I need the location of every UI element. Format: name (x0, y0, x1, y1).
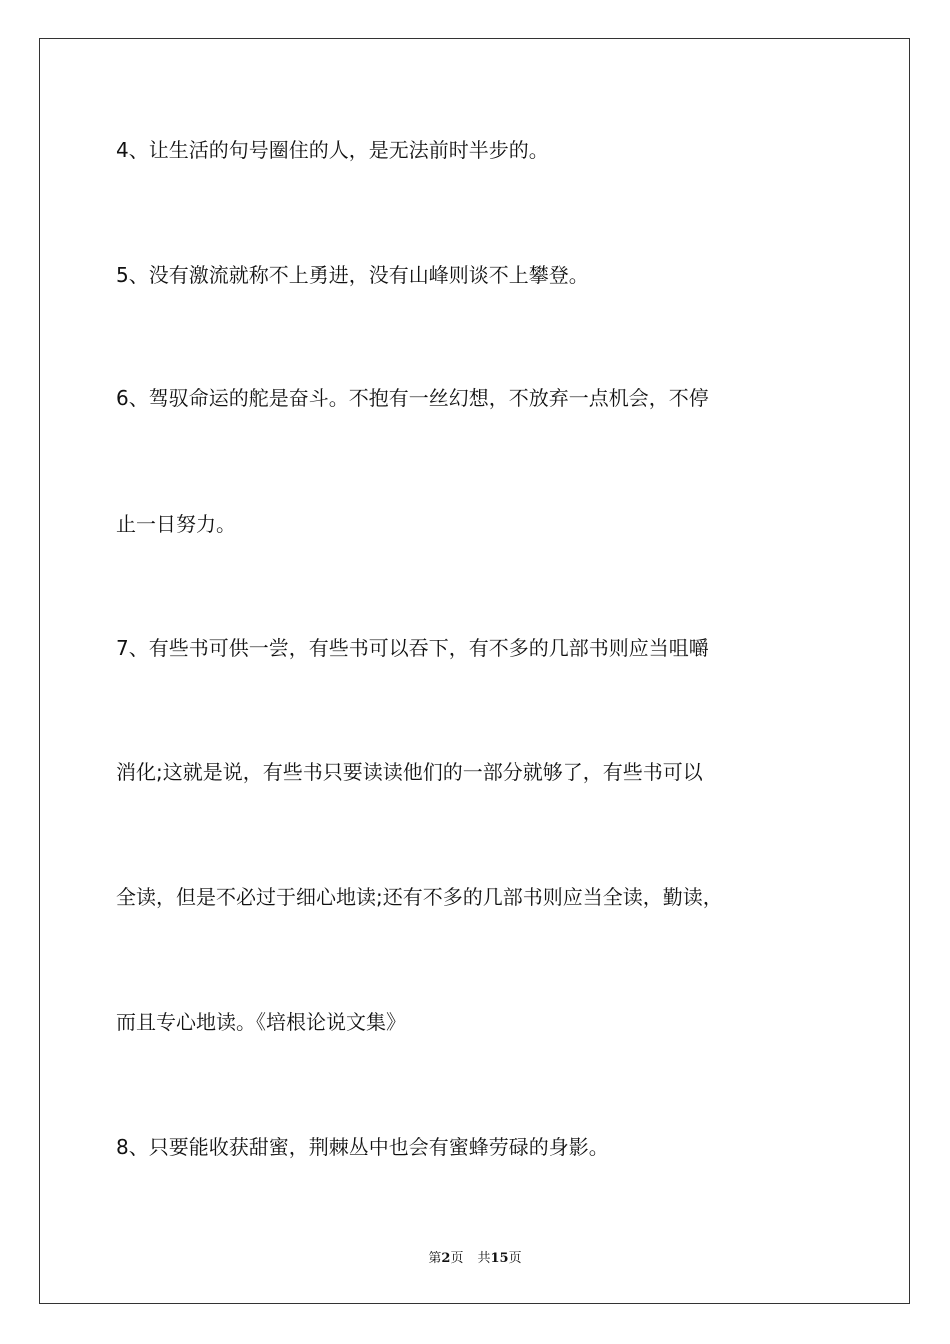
total-suffix: 页 (508, 1251, 522, 1266)
text-line-item-6a: 6、驾驭命运的舵是奋斗。不抱有一丝幻想，不放弃一点机会，不停 (116, 386, 709, 410)
text-line-item-5: 5、没有激流就称不上勇进，没有山峰则谈不上攀登。 (116, 263, 589, 287)
page-footer (0, 1247, 950, 1266)
text-line-item-7b: 消化;这就是说，有些书只要读读他们的一部分就够了，有些书可以 (116, 760, 703, 784)
page-prefix: 第 (428, 1251, 442, 1266)
page-suffix: 页 (450, 1251, 464, 1266)
total-pages: 15 (490, 1251, 509, 1266)
total-prefix: 共 (477, 1251, 491, 1266)
page-number: 2 (441, 1251, 451, 1266)
text-line-item-6b: 止一日努力。 (116, 512, 236, 536)
page-border (39, 38, 910, 1304)
text-line-item-7a: 7、有些书可供一尝，有些书可以吞下，有不多的几部书则应当咀嚼 (116, 636, 709, 660)
text-line-item-8: 8、只要能收获甜蜜，荆棘丛中也会有蜜蜂劳碌的身影。 (116, 1135, 609, 1159)
text-line-item-7c: 全读，但是不必过于细心地读;还有不多的几部书则应当全读，勤读， (116, 885, 723, 909)
text-line-item-7d: 而且专心地读。《培根论说文集》 (116, 1010, 406, 1034)
text-line-item-4: 4、让生活的句号圈住的人，是无法前时半步的。 (116, 138, 549, 162)
